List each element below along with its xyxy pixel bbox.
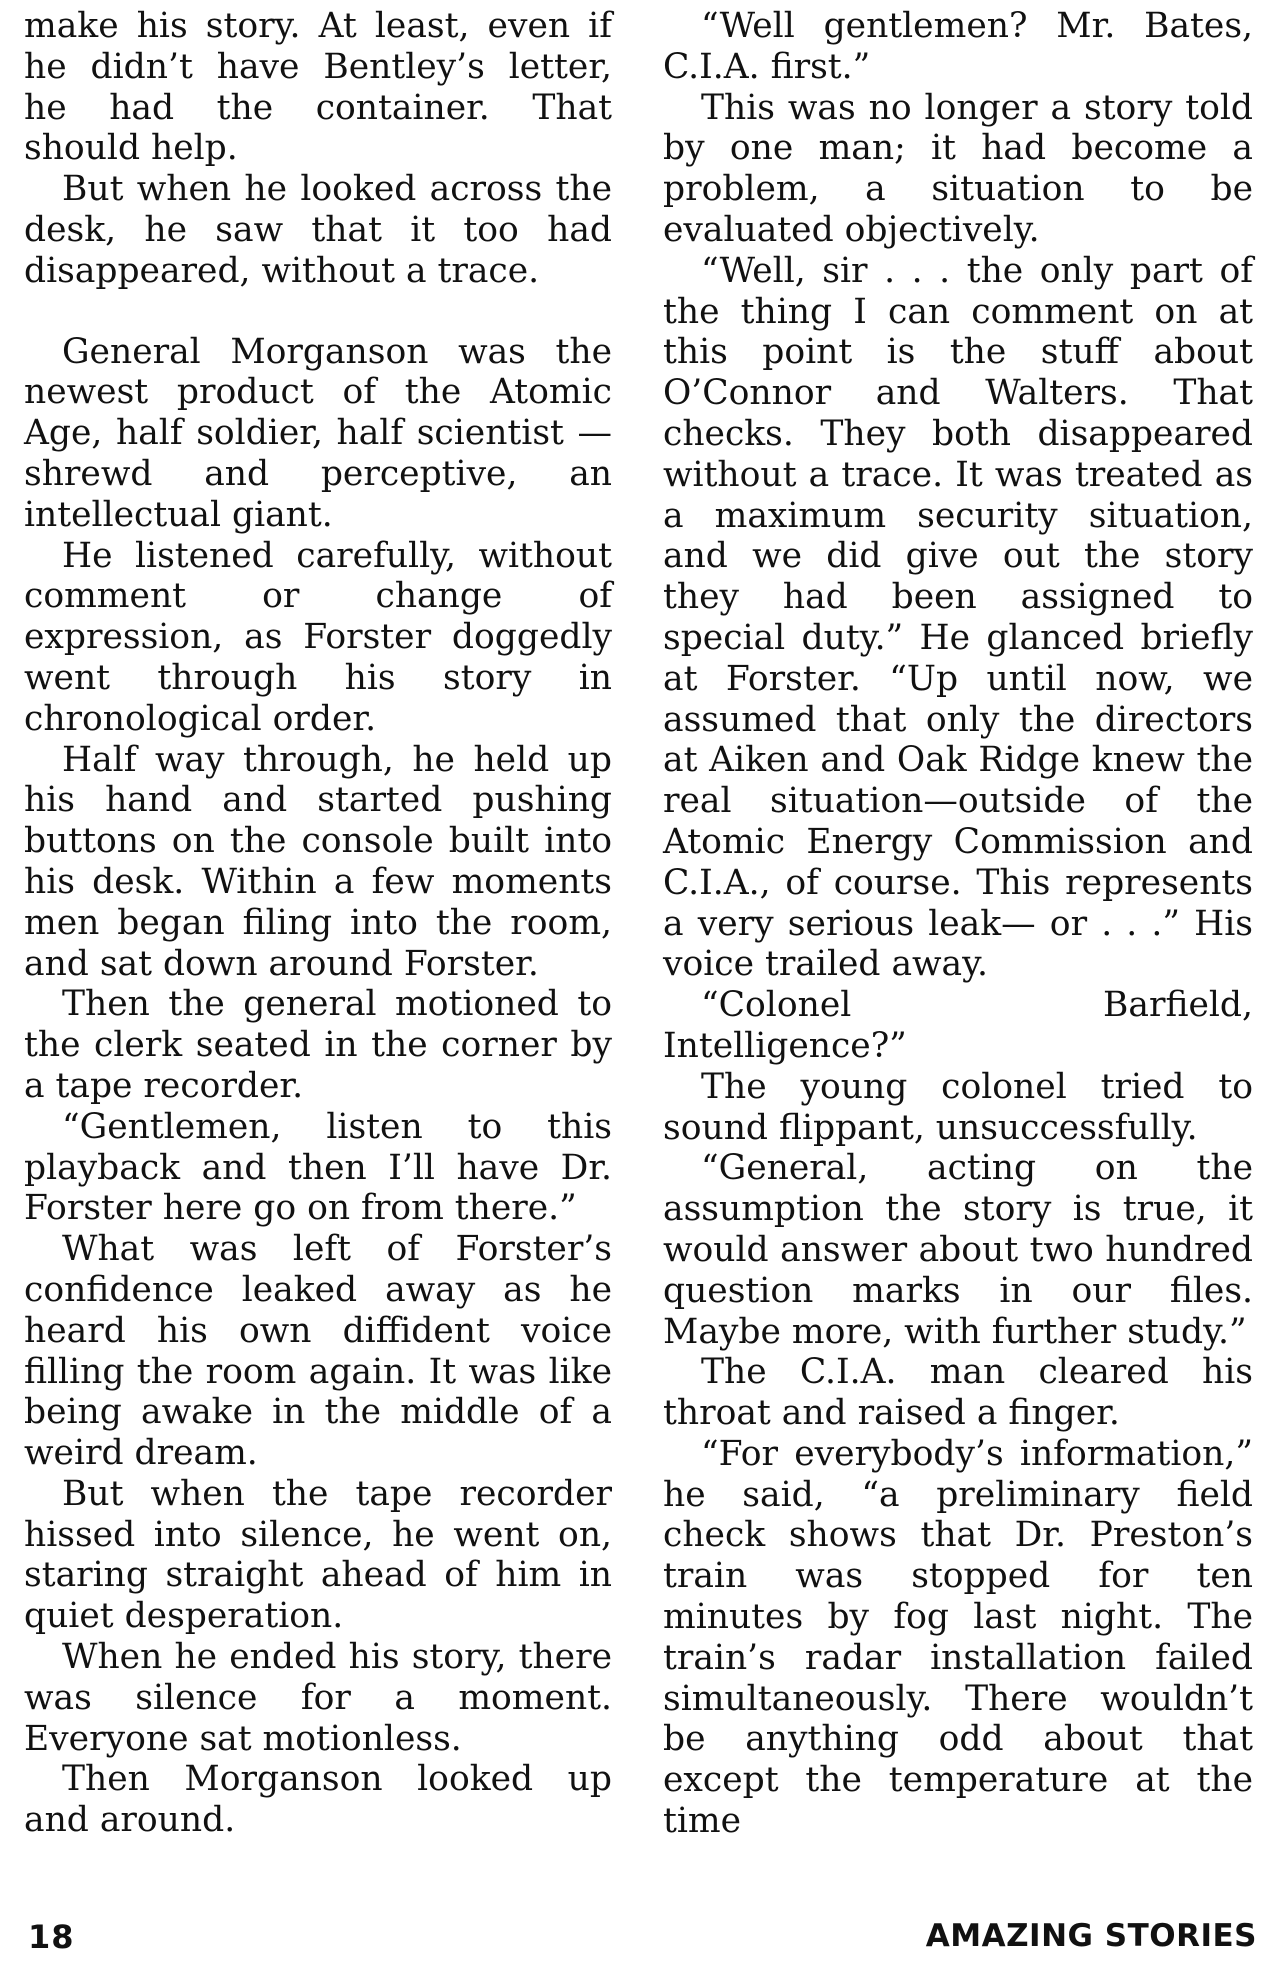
paragraph: But when he looked across the desk, he saw that it too had disappeared, without a trace. <box>24 169 612 291</box>
paragraph: “For everybody’s information,” he said, “a preliminary field check shows that Dr. Preston’s train was stopped for ten minutes by fog last night. The train’s radar installation failed simultaneously. There wouldn’t be anything odd about that except the temperature at the time <box>663 1433 1253 1842</box>
paragraph: This was no longer a story told by one man; it had become a problem, a situation to be evaluated objectively. <box>663 87 1253 250</box>
paragraph: Then the general motioned to the clerk seated in the corner by a tape recorder. <box>24 984 612 1106</box>
paragraph: But when the tape recorder hissed into silence, he went on, staring straight ahead of him in quiet desperation. <box>24 1473 612 1637</box>
running-footer-title: AMAZING STORIES <box>925 1918 1257 1954</box>
paragraph: “Gentlemen, listen to this playback and then I’ll have Dr. Forster here go on from there.” <box>24 1106 612 1229</box>
paragraph: When he ended his story, there was silence for a moment. Everyone sat motionless. <box>24 1637 612 1759</box>
paragraph: He listened carefully, without comment or change of expression, as Forster doggedly went through his story in chronological order. <box>24 535 612 739</box>
paragraph: Then Morganson looked up and around. <box>24 1759 612 1841</box>
left-column <box>24 6 612 1841</box>
paragraph: Half way through, he held up his hand and started pushing buttons on the console built into his desk. Within a few moments men began filing into the room, and sat down around Forster. <box>24 739 612 984</box>
section-break <box>24 292 612 332</box>
paragraph: What was left of Forster’s confidence leaked away as he heard his own diffident voice filling the room again. It was like being awake in the middle of a weird dream. <box>24 1229 612 1474</box>
paragraph: “Well, sir . . . the only part of the thing I can comment on at this point is the stuff about O’Connor and Walters. That checks. They both disappeared without a trace. It was treated as a maximum security situation, and we did give out the story they had been assigned to special duty.” He glanced briefly at Forster. “Up until now, we assumed that only the directors at Aiken and Oak Ridge knew the real situation—outside of the Atomic Energy Commission and C.I.A., of course. This represents a very serious leak— or . . .” His voice trailed away. <box>663 250 1253 985</box>
paragraph: The young colonel tried to sound flippant, unsuccessfully. <box>663 1066 1253 1148</box>
paragraph: “Colonel Barfield, Intelligence?” <box>663 985 1253 1066</box>
page-number: 18 <box>28 1918 75 1956</box>
paragraph-continued: make his story. At least, even if he didn’t have Bentley’s letter, he had the container. That should help. <box>24 6 612 169</box>
right-column <box>663 6 1253 1842</box>
paragraph: “General, acting on the assumption the story is true, it would answer about two hundred question marks in our files. Maybe more, with further study.” <box>663 1148 1253 1352</box>
paragraph: The C.I.A. man cleared his throat and raised a finger. <box>663 1352 1253 1434</box>
paragraph: General Morganson was the newest product of the Atomic Age, half soldier, half scientist —shrewd and perceptive, an intellectual giant. <box>24 331 612 535</box>
paragraph: “Well gentlemen? Mr. Bates, C.I.A. first.” <box>663 6 1253 87</box>
